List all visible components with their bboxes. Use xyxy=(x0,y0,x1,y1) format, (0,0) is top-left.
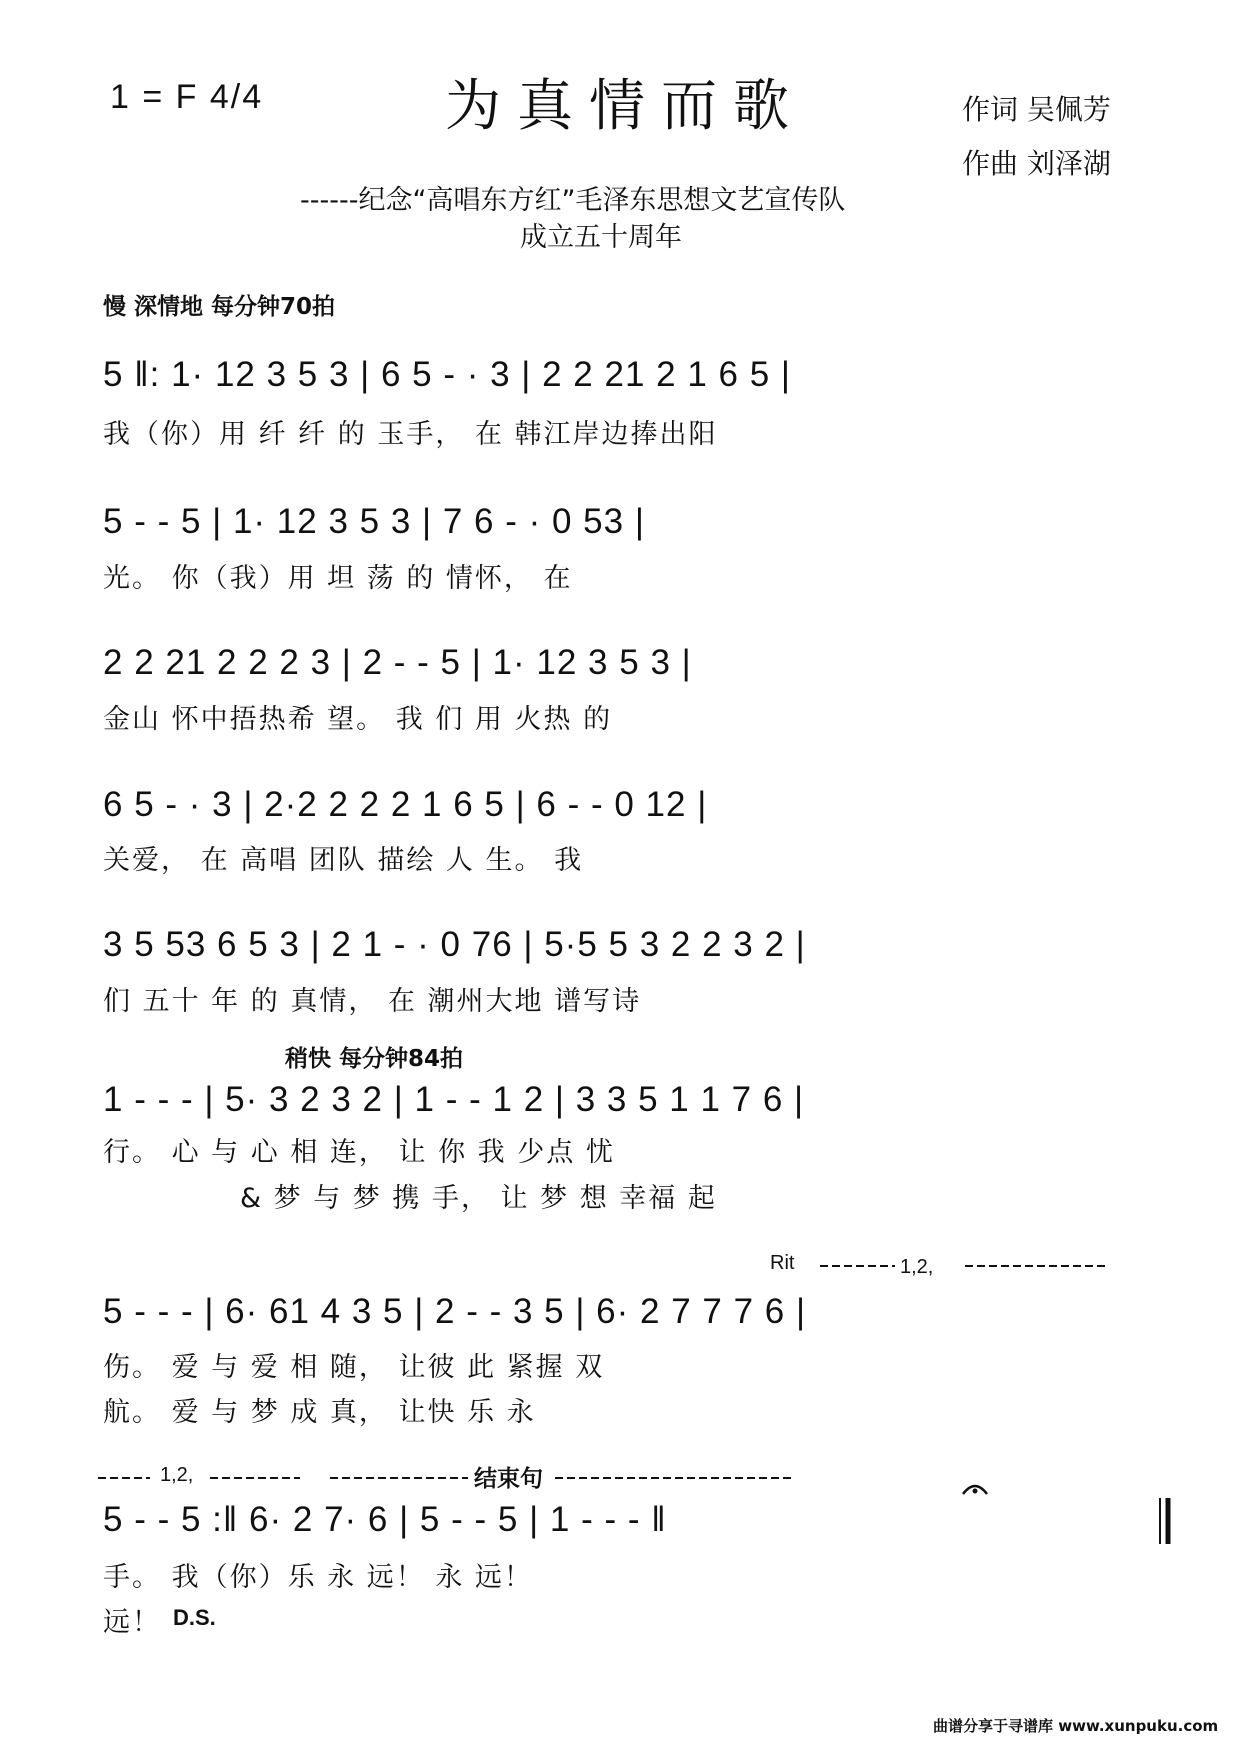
score-row-6-lyrics-verse-2: & 梦 与 梦 携 手， 让 梦 想 幸福 起 xyxy=(240,1183,717,1214)
key-signature: 1 = F 4/4 xyxy=(110,78,264,116)
volta-label-row-7: 1,2, xyxy=(900,1256,934,1278)
ritardando-marking: Rit xyxy=(770,1252,795,1274)
ending-phrase-label: 结束句 xyxy=(474,1466,543,1492)
source-footer: 曲谱分享于寻谱库 www.xunpuku.com xyxy=(933,1717,1219,1735)
dal-segno-marking: D.S. xyxy=(173,1605,216,1630)
song-title: 为真情而歌 xyxy=(445,74,805,139)
score-row-6-notes: 1 - - - | 5· 3 2 3 2 | 1 - - 1 2 | 3 3 5 1 1 7 6 | xyxy=(103,1080,805,1119)
subtitle-line-1: ------纪念“高唱东方红”毛泽东思想文艺宣传队 xyxy=(300,185,846,216)
score-row-4-lyrics: 关爱， 在 高唱 团队 描绘 人 生。 我 xyxy=(103,845,584,876)
score-row-1-notes: 5 ‖: 1· 12 3 5 3 | 6 5 - · 3 | 2 2 21 2 1 6 5 | xyxy=(103,355,792,394)
tempo-marking-slow: 慢 深情地 每分钟70拍 xyxy=(103,294,336,320)
score-row-3-notes: 2 2 21 2 2 2 3 | 2 - - 5 | 1· 12 3 5 3 | xyxy=(103,643,692,682)
score-row-8-notes: 5 - - 5 :‖ 6· 2 7· 6 | 5 - - 5 | 1 - - - ‖ xyxy=(103,1500,667,1539)
score-row-1-lyrics: 我（你）用 纤 纤 的 玉手， 在 韩江岸边捧出阳 xyxy=(103,419,718,450)
score-row-6-lyrics-verse-1: 行。 心 与 心 相 连， 让 你 我 少点 忧 xyxy=(103,1137,615,1168)
subtitle-line-2: 成立五十周年 xyxy=(520,222,682,253)
score-row-3-lyrics: 金山 怀中捂热希 望。 我 们 用 火热 的 xyxy=(103,704,613,735)
score-row-8-lyrics: 手。 我（你）乐 永 远！ 永 远！ xyxy=(103,1562,533,1593)
score-row-7-notes: 5 - - - | 6· 61 4 3 5 | 2 - - 3 5 | 6· 2 7 7 7 6 | xyxy=(103,1292,807,1331)
composer: 作曲 刘泽湖 xyxy=(962,147,1111,180)
score-row-5-notes: 3 5 53 6 5 3 | 2 1 - · 0 76 | 5·5 5 3 2 2 3 2 | xyxy=(103,925,806,964)
lyricist: 作词 吴佩芳 xyxy=(962,93,1111,126)
volta-label-row-8: 1,2, xyxy=(160,1464,194,1486)
score-row-7-lyrics-verse-1: 伤。 爱 与 爱 相 随， 让彼 此 紧握 双 xyxy=(103,1352,605,1383)
score-row-7-lyrics-verse-2: 航。 爱 与 梦 成 真， 让快 乐 永 xyxy=(103,1397,536,1428)
score-row-8-lyrics-ending: 远！ xyxy=(103,1607,161,1638)
fermata-mark xyxy=(963,1486,987,1494)
tempo-marking-faster: 稍快 每分钟84拍 xyxy=(285,1046,464,1072)
score-row-2-lyrics: 光。 你（我）用 坦 荡 的 情怀， 在 xyxy=(103,563,573,594)
score-row-2-notes: 5 - - 5 | 1· 12 3 5 3 | 7 6 - · 0 53 | xyxy=(103,502,645,541)
fermata-dot xyxy=(973,1489,978,1494)
score-row-4-notes: 6 5 - · 3 | 2·2 2 2 2 1 6 5 | 6 - - 0 12 | xyxy=(103,785,708,824)
score-row-5-lyrics: 们 五十 年 的 真情， 在 潮州大地 谱写诗 xyxy=(103,986,642,1017)
